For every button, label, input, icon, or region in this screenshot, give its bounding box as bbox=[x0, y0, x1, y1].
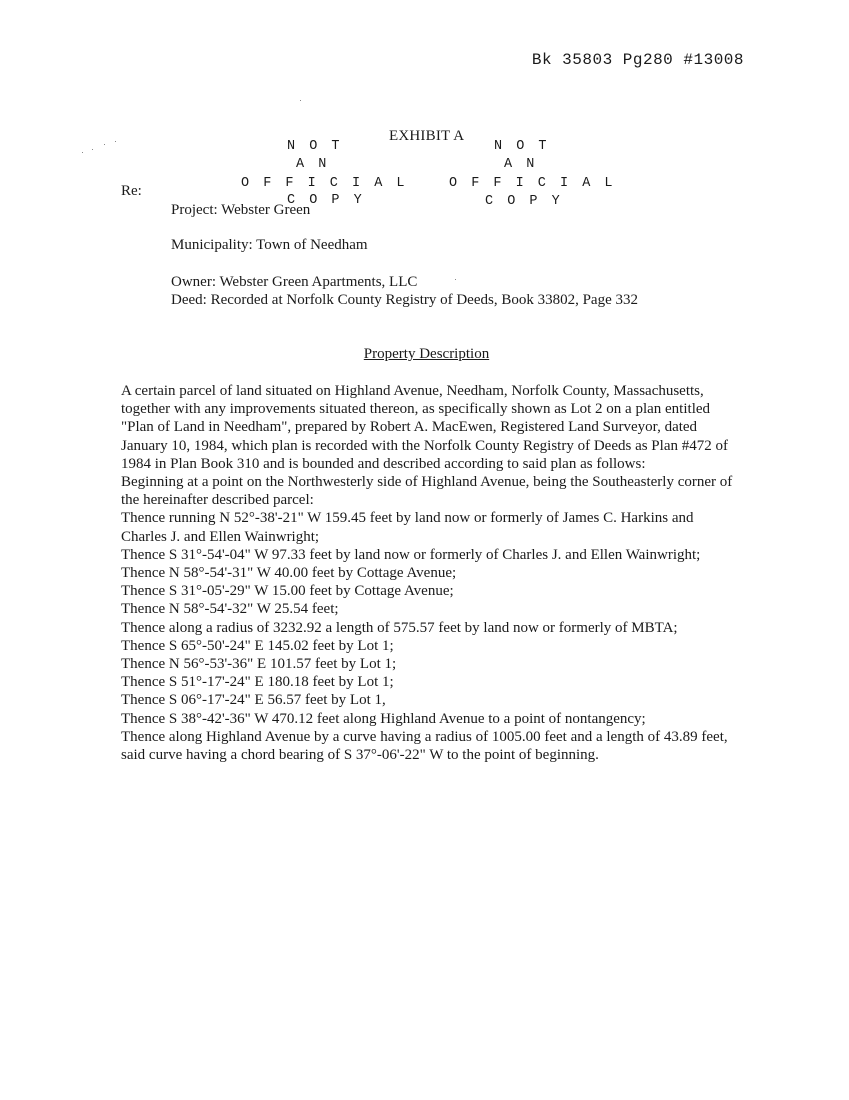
watermark-left-copy: C O P Y bbox=[287, 193, 365, 208]
course-line: Thence along a radius of 3232.92 a length of 575.57 feet by land now or formerly of MBTA; bbox=[121, 619, 678, 636]
scan-speck bbox=[104, 144, 105, 145]
project-line: Project: Webster Green bbox=[171, 202, 311, 218]
course-line: Thence N 58°-54'-31" W 40.00 feet by Cottage Avenue; bbox=[121, 565, 457, 582]
owner-line: Owner: Webster Green Apartments, LLC bbox=[171, 274, 418, 290]
scan-speck bbox=[82, 152, 83, 153]
watermark-left-official: O F F I C I A L bbox=[241, 176, 408, 191]
watermark-left-an: A N bbox=[296, 157, 330, 172]
exhibit-title: EXHIBIT A bbox=[389, 128, 465, 144]
municipality-line: Municipality: Town of Needham bbox=[171, 237, 368, 253]
recording-stamp: Bk 35803 Pg280 #13008 bbox=[531, 51, 744, 69]
scan-speck bbox=[455, 279, 456, 280]
course-line: Thence S 65°-50'-24" E 145.02 feet by Lot 1; bbox=[121, 637, 394, 654]
course-line: Thence S 51°-17'-24" E 180.18 feet by Lot 1; bbox=[121, 674, 394, 691]
watermark-left-not: N O T bbox=[287, 139, 343, 154]
scan-speck bbox=[92, 149, 93, 150]
re-label: Re: bbox=[121, 183, 142, 199]
intro-paragraph: A certain parcel of land situated on Highland Avenue, Needham, Norfolk County, Massachusetts, together with any improvements situated thereon, as specifically shown as Lot 2 on a plan entitled "Plan of Land in Needham", prepared by Robert A. MacEwen, Registered Land Surveyor, dated January 10, 1984, which plan is recorded with the Norfolk County Registry of Deeds as Plan #472 of 1984 in Plan Book 310 and is bounded and described according to said plan as follows: bbox=[121, 383, 728, 472]
watermark-right-copy: C O P Y bbox=[485, 194, 563, 209]
watermark-right-official: O F F I C I A L bbox=[449, 176, 616, 191]
section-heading-text: Property Description bbox=[363, 346, 490, 362]
course-line: Thence S 06°-17'-24" E 56.57 feet by Lot 1, bbox=[121, 692, 386, 709]
course-line: Thence S 31°-05'-29" W 15.00 feet by Cottage Avenue; bbox=[121, 583, 454, 600]
beginning-paragraph: Beginning at a point on the Northwesterly side of Highland Avenue, being the Southeasterly corner of the hereinafter described parcel: bbox=[121, 474, 733, 509]
deed-line: Deed: Recorded at Norfolk County Registry of Deeds, Book 33802, Page 332 bbox=[171, 292, 638, 308]
course-line: Thence S 38°-42'-36" W 470.12 feet along Highland Avenue to a point of nontangency; bbox=[121, 710, 646, 727]
course-line: Thence S 31°-54'-04" W 97.33 feet by land now or formerly of Charles J. and Ellen Wainwright; bbox=[121, 546, 701, 563]
property-description bbox=[121, 382, 741, 764]
course-line: Thence running N 52°-38'-21" W 159.45 feet by land now or formerly of James C. Harkins and Charles J. and Ellen Wainwright; bbox=[121, 510, 694, 545]
watermark-right-an: A N bbox=[504, 157, 538, 172]
scan-speck bbox=[115, 141, 116, 142]
course-line: Thence along Highland Avenue by a curve having a radius of 1005.00 feet and a length of 43.89 feet, said curve having a chord bearing of S 37°-06'-22" W to the point of beginning. bbox=[121, 728, 728, 764]
scan-speck bbox=[300, 100, 301, 101]
course-line: Thence N 58°-54'-32" W 25.54 feet; bbox=[121, 601, 339, 618]
section-heading bbox=[0, 346, 849, 363]
course-line: Thence N 56°-53'-36" E 101.57 feet by Lot 1; bbox=[121, 656, 397, 673]
watermark-right-not: N O T bbox=[494, 139, 550, 154]
